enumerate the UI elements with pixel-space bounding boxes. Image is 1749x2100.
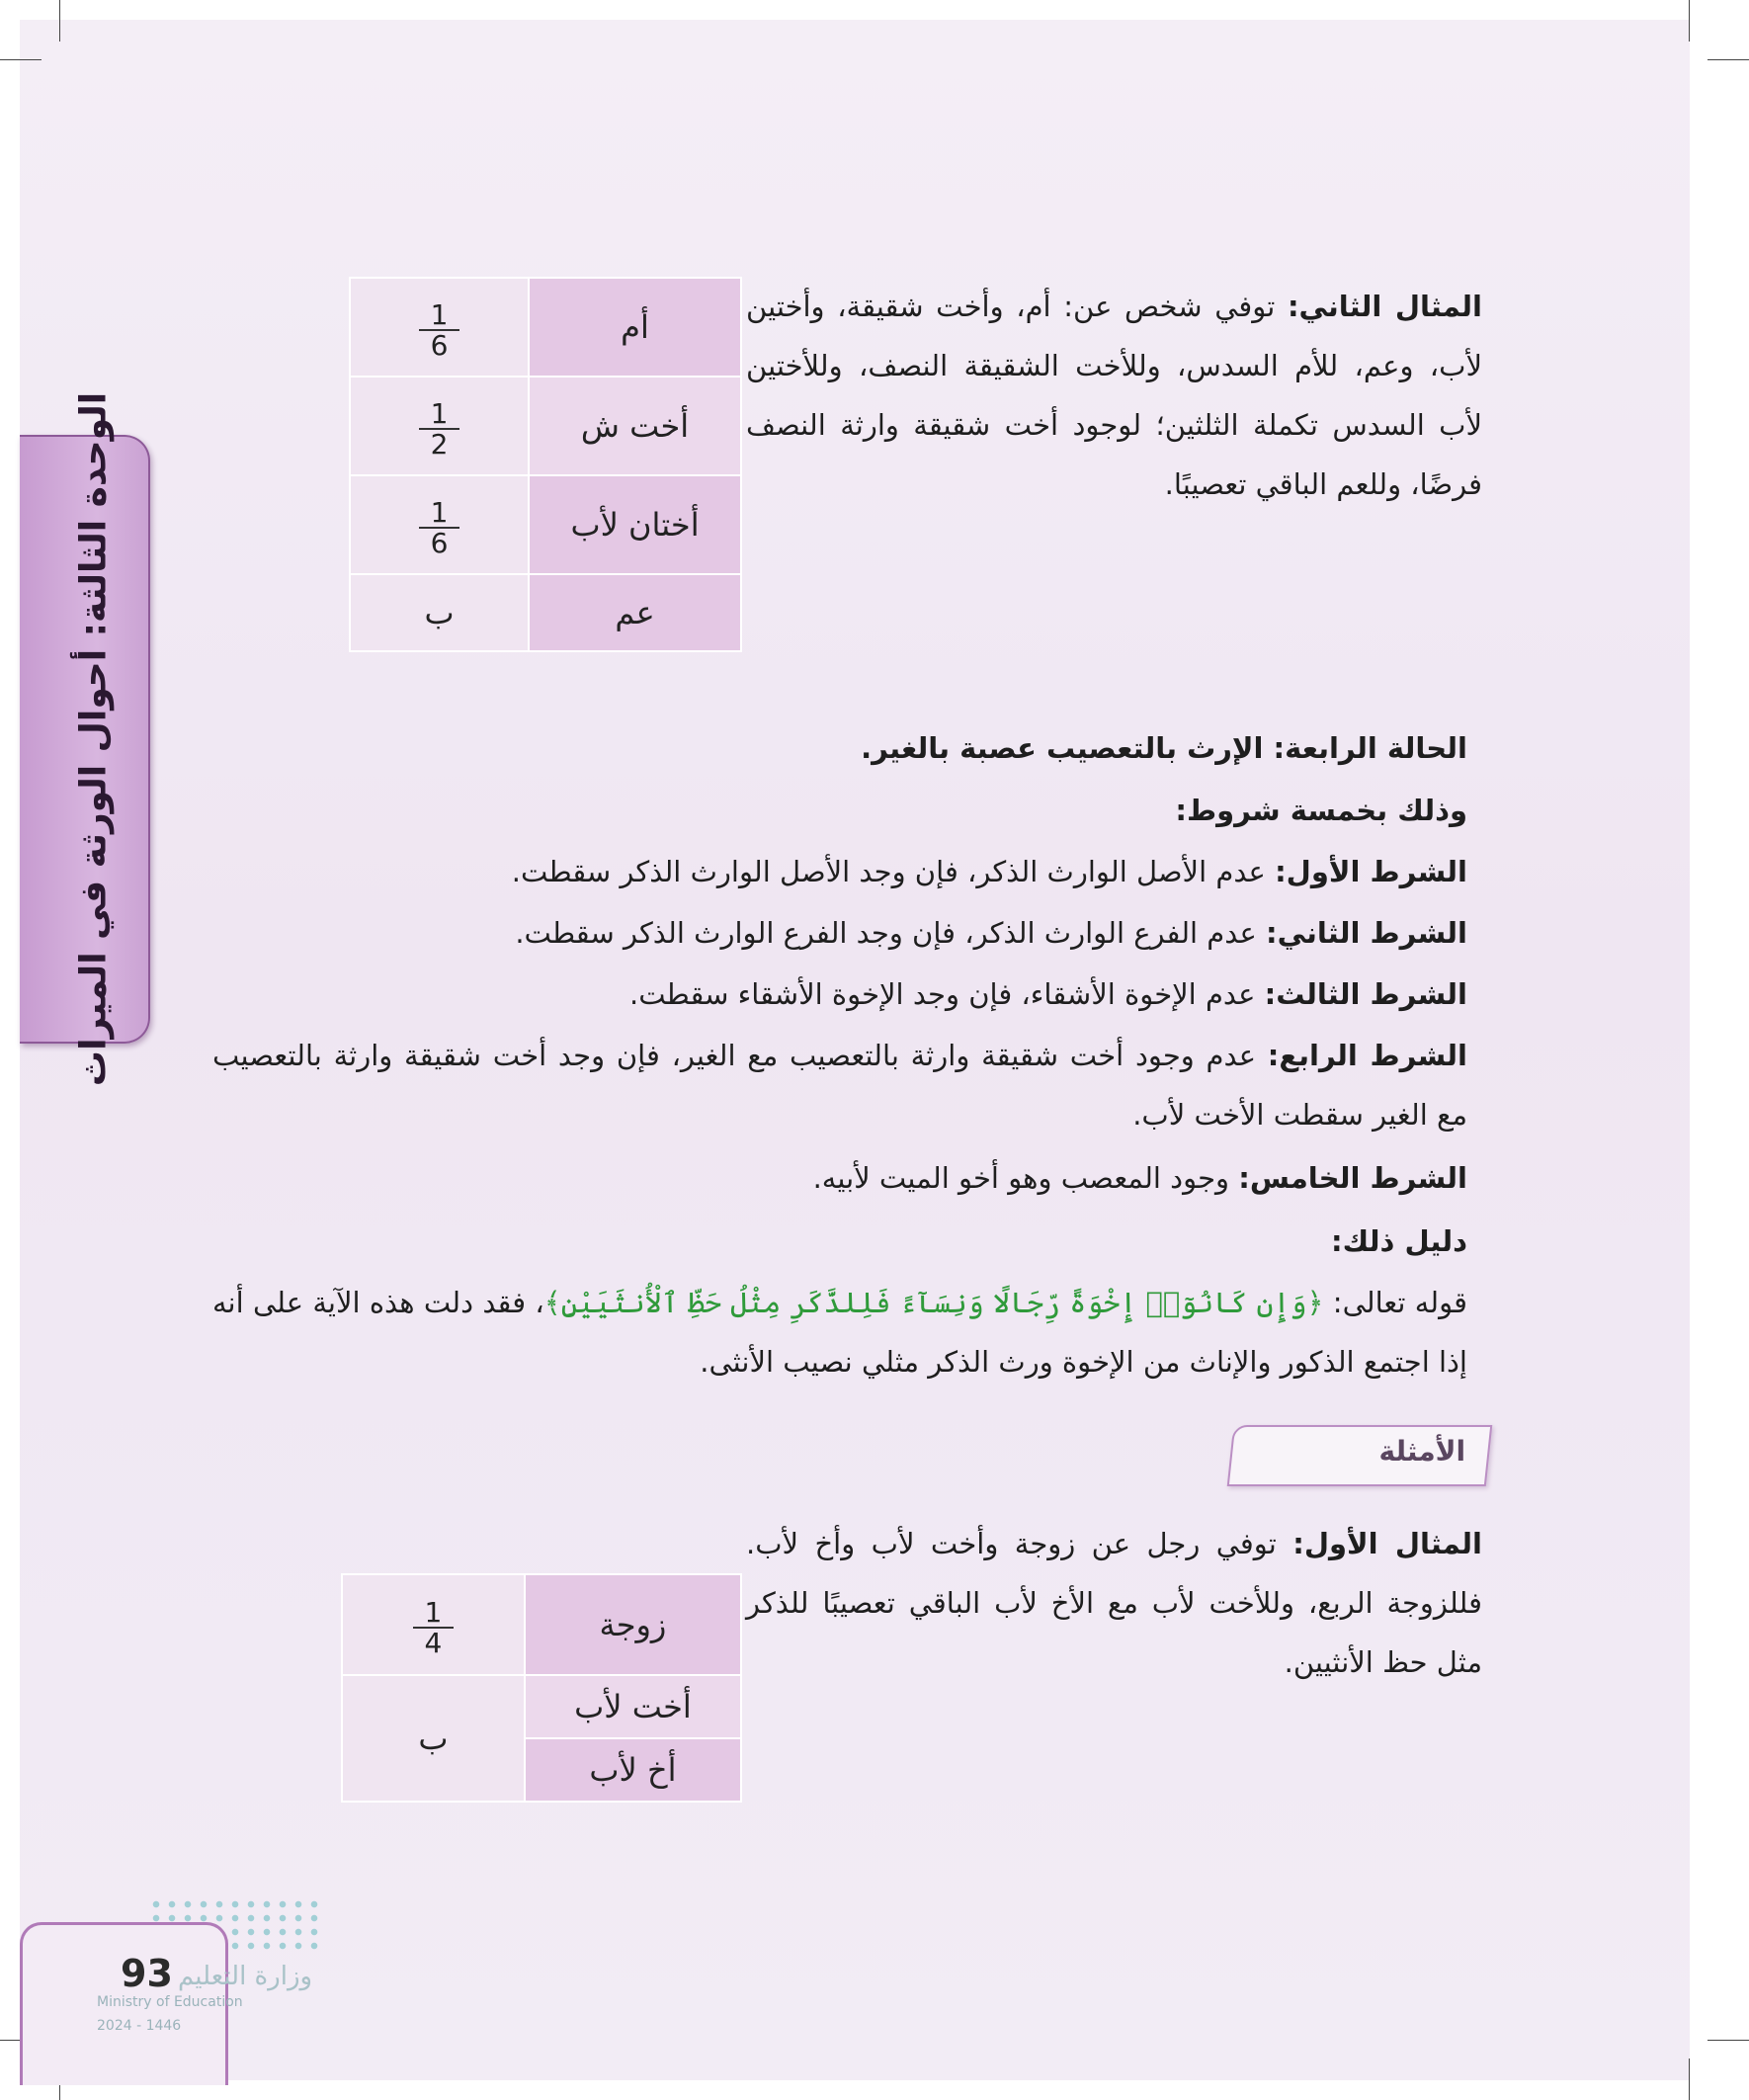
crop-mark xyxy=(1689,2058,1690,2100)
condition-5: الشرط الخامس: وجود المعصب وهو أخو الميت لأبيه. xyxy=(812,1161,1467,1195)
crop-mark xyxy=(1707,2040,1749,2041)
example-one-text: توفي رجل عن زوجة وأخت لأب وأخ لأب. فللزوجة الربع، وللأخت لأب مع الأخ لأب الباقي تعصيبًا للذكر مثل حظ الأنثيين. xyxy=(746,1527,1482,1679)
heir-name: عم xyxy=(529,574,741,651)
ministry-name-arabic: وزارة التعليم xyxy=(178,1962,313,1991)
heir-share: ب xyxy=(350,574,529,651)
ministry-name-english: Ministry of Education xyxy=(97,1994,243,2010)
unit-title: الوحدة الثالثة: أحوال الورثة في الميراث xyxy=(73,391,115,1087)
crop-mark xyxy=(59,0,60,42)
condition-3: الشرط الثالث: عدم الإخوة الأشقاء، فإن وجد الإخوة الأشقاء سقطت. xyxy=(628,977,1467,1011)
heir-share xyxy=(350,475,529,574)
example-two-paragraph xyxy=(746,277,1482,514)
unit-side-tab xyxy=(20,391,150,1087)
heir-name: أختان لأب xyxy=(529,475,741,574)
table-row xyxy=(342,1574,741,1675)
condition-2: الشرط الثاني: عدم الفرع الوارث الذكر، فإن وجد الفرع الوارث الذكر سقطت. xyxy=(515,916,1467,950)
example-one-table xyxy=(341,1573,742,1803)
table-row xyxy=(350,377,741,475)
condition-4: الشرط الرابع: عدم وجود أخت شقيقة وارثة بالتعصيب مع الغير، فإن وجد أخت شقيقة وارثة بالتعصيب مع الغير سقطت الأخت لأب. xyxy=(212,1039,1467,1132)
example-two-text: توفي شخص عن: أم، وأخت شقيقة، وأختين لأب، وعم، للأم السدس، وللأخت الشقيقة النصف، وللأختين لأب السدس تكملة الثلثين؛ لوجود أخت شقيقة وارثة النصف فرضًا، وللعم الباقي تعصيبًا. xyxy=(746,290,1482,501)
heir-name: أم xyxy=(529,278,741,377)
condition-1: الشرط الأول: عدم الأصل الوارث الذكر، فإن وجد الأصل الوارث الذكر سقطت. xyxy=(511,855,1467,888)
heir-name: أخت ش xyxy=(529,377,741,475)
case-four-intro: وذلك بخمسة شروط: xyxy=(1175,794,1467,827)
ministry-year: 2024 - 1446 xyxy=(97,2018,182,2034)
fraction: $\frac{1}{4}$ xyxy=(413,1598,455,1658)
example-one-paragraph xyxy=(746,1514,1482,1692)
table-row xyxy=(350,475,741,574)
heir-share: ب xyxy=(342,1675,525,1802)
crop-mark xyxy=(0,59,42,60)
table-row xyxy=(350,278,741,377)
case-four-heading: الحالة الرابعة: الإرث بالتعصيب عصبة بالغير. xyxy=(861,731,1467,765)
fraction: $\frac{1}{2}$ xyxy=(419,399,460,460)
fraction: $\frac{1}{6}$ xyxy=(419,300,460,361)
evidence-paragraph: قوله تعالى: ﴿وَإِن كَانُوٓا۟ إِخْوَةً رِّجَالًا وَنِسَآءً فَلِلذَّكَرِ مِثْلُ حَظِّ ٱلْأُنثَيَيْنِ﴾، فقد دلت هذه الآية على أنه إذا اجتمع الذكور والإناث من الإخوة ورث الذكر مثلي نصيب الأنثى. xyxy=(212,1286,1467,1379)
heir-share xyxy=(350,278,529,377)
table-row xyxy=(350,574,741,651)
table-row xyxy=(342,1675,741,1738)
heir-name: أخت لأب xyxy=(525,1675,741,1738)
example-two-label: المثال الثاني: xyxy=(1287,290,1482,323)
page-number: 93 xyxy=(121,1952,173,1995)
examples-tag xyxy=(1227,1425,1493,1486)
example-two-table xyxy=(349,277,742,652)
fraction: $\frac{1}{6}$ xyxy=(419,498,460,558)
crop-mark xyxy=(1689,0,1690,42)
heir-name: أخ لأب xyxy=(525,1738,741,1802)
heir-share xyxy=(342,1574,525,1675)
evidence-label: دليل ذلك: xyxy=(1331,1224,1467,1258)
quran-verse: ﴿وَإِن كَانُوٓا۟ إِخْوَةً رِّجَالًا وَنِسَآءً فَلِلذَّكَرِ مِثْلُ حَظِّ ٱلْأُنثَيَيْنِ﴾ xyxy=(543,1286,1324,1319)
examples-label: الأمثلة xyxy=(1378,1435,1466,1468)
heir-name: زوجة xyxy=(525,1574,741,1675)
example-one-label: المثال الأول: xyxy=(1292,1527,1482,1560)
heir-share xyxy=(350,377,529,475)
crop-mark xyxy=(1707,59,1749,60)
